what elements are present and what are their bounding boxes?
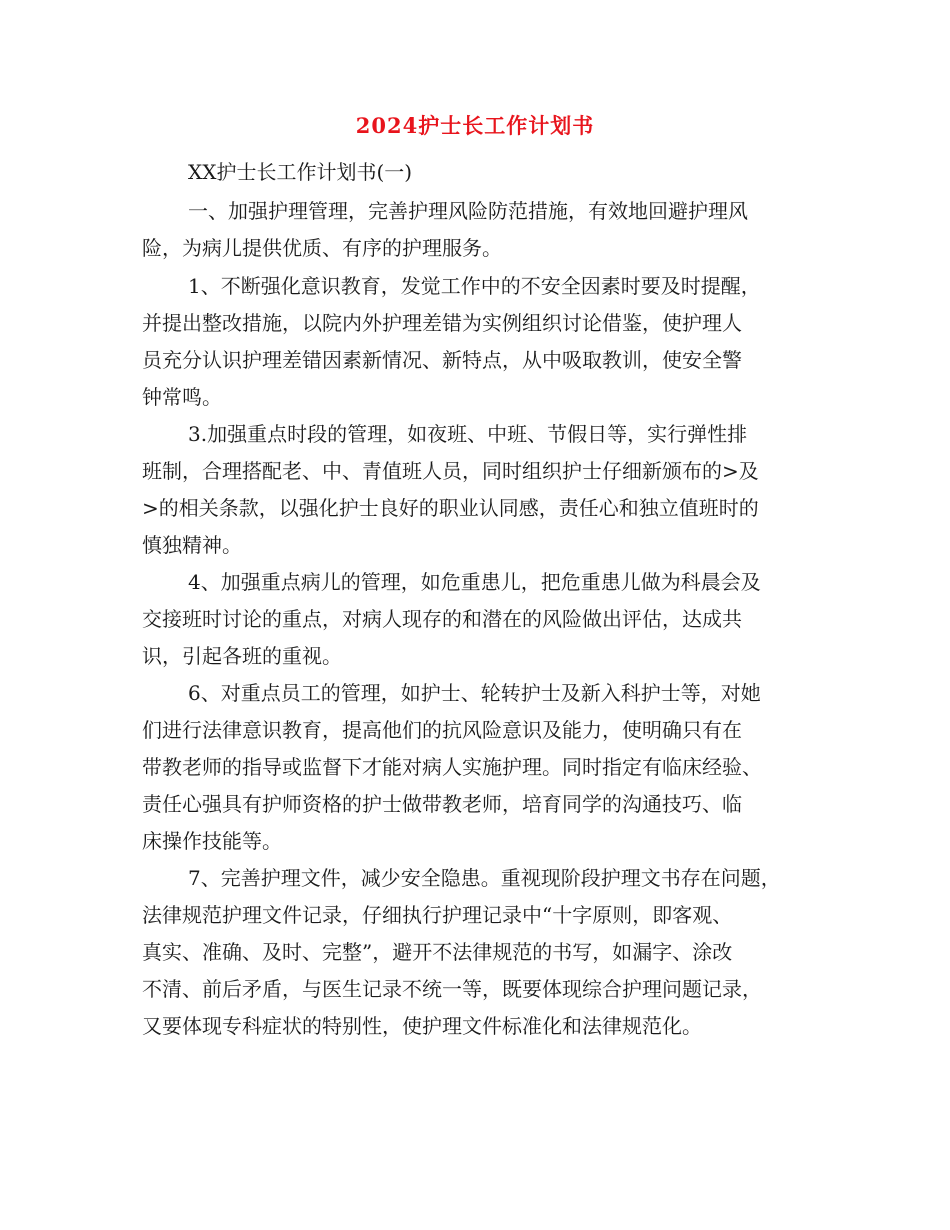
paragraph-line: >的相关条款，以强化护士良好的职业认同感，责任心和独立值班时的	[142, 496, 759, 520]
paragraph-line: 真实、准确、及时、完整”，避开不法律规范的书写，如漏字、涂改	[142, 940, 733, 964]
paragraph-line: 6、对重点员工的管理，如护士、轮转护士及新入科护士等，对她	[188, 681, 761, 705]
paragraph-line: 员充分认识护理差错因素新情况、新特点，从中吸取教训，使安全警	[142, 348, 742, 372]
paragraph-line: 责任心强具有护师资格的护士做带教老师，培育同学的沟通技巧、临	[142, 792, 742, 816]
paragraph-line: 们进行法律意识教育，提高他们的抗风险意识及能力，使明确只有在	[142, 718, 742, 742]
paragraph-line: 4、加强重点病儿的管理，如危重患儿，把危重患儿做为科晨会及	[188, 570, 761, 594]
paragraph-line: 并提出整改措施，以院内外护理差错为实例组织讨论借鉴，使护理人	[142, 311, 742, 335]
paragraph-line: 钟常鸣。	[142, 385, 222, 409]
section-heading: XX护士长工作计划书(一)	[188, 160, 413, 184]
paragraph-line: 识，引起各班的重视。	[142, 644, 342, 668]
paragraph-line: 1、不断强化意识教育，发觉工作中的不安全因素时要及时提醒，	[188, 274, 761, 298]
paragraph-line: 又要体现专科症状的特别性，使护理文件标准化和法律规范化。	[142, 1014, 702, 1038]
paragraph-line: 一、加强护理管理，完善护理风险防范措施，有效地回避护理风	[188, 199, 748, 223]
paragraph-line: 7、完善护理文件，减少安全隐患。重视现阶段护理文书存在问题，	[188, 866, 781, 890]
paragraph-line: 3.加强重点时段的管理，如夜班、中班、节假日等，实行弹性排	[188, 422, 748, 446]
paragraph-line: 交接班时讨论的重点，对病人现存的和潜在的风险做出评估，达成共	[142, 607, 742, 631]
paragraph-line: 险，为病儿提供优质、有序的护理服务。	[142, 236, 502, 260]
paragraph-line: 法律规范护理文件记录，仔细执行护理记录中“十字原则，即客观、	[142, 903, 733, 927]
paragraph-line: 床操作技能等。	[142, 829, 282, 853]
paragraph-line: 班制，合理搭配老、中、青值班人员，同时组织护士仔细新颁布的>及	[142, 459, 759, 483]
paragraph-line: 带教老师的指导或监督下才能对病人实施护理。同时指定有临床经验、	[142, 755, 762, 779]
paragraph-line: 慎独精神。	[142, 533, 242, 557]
document-title: 2024护士长工作计划书	[355, 113, 595, 138]
paragraph-line: 不清、前后矛盾，与医生记录不统一等，既要体现综合护理问题记录，	[142, 977, 762, 1001]
